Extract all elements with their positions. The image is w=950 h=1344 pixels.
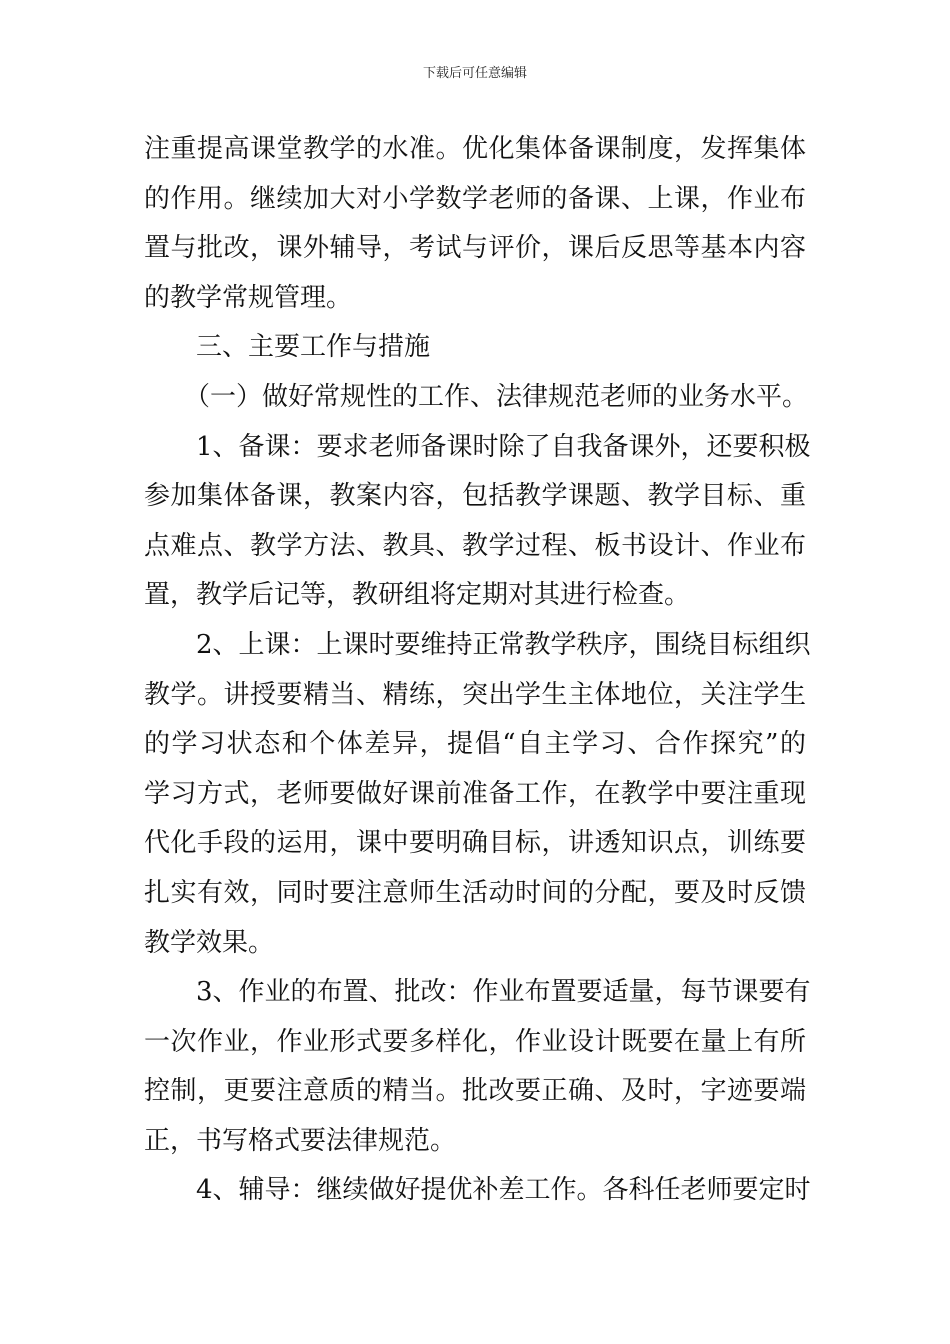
document-body: [144, 125, 811, 1216]
text-line: 正，书写格式要法律规范。: [144, 1125, 457, 1156]
text-line: 4、辅导：继续做好提优补差工作。各科任老师要定时: [196, 1175, 811, 1206]
section-heading: 三、主要工作与措施: [196, 332, 431, 363]
text-line: 置与批改，课外辅导，考试与评价，课后反思等基本内容: [144, 233, 806, 264]
text-line: 控制，更要注意质的精当。批改要正确、及时，字迹要端: [144, 1076, 806, 1107]
text-line: 2、上课：上课时要维持正常教学秩序，围绕目标组织: [196, 629, 811, 660]
page-header: 下载后可任意编辑: [422, 66, 527, 81]
text-line: 注重提高课堂教学的水准。优化集体备课制度，发挥集体: [144, 134, 806, 164]
text-line: 3、作业的布置、批改：作业布置要适量，每节课要有: [196, 977, 811, 1008]
text-line: 参加集体备课，教案内容，包括教学课题、教学目标、重: [144, 481, 806, 512]
text-line: 的教学常规管理。: [144, 282, 353, 313]
text-line: 一次作业，作业形式要多样化，作业设计既要在量上有所: [144, 1026, 806, 1057]
subsection-heading: （一）做好常规性的工作、法律规范老师的业务水平。: [184, 381, 809, 412]
text-line: 置，教学后记等，教研组将定期对其进行检查。: [144, 580, 691, 611]
text-line: 教学。讲授要精当、精练，突出学生主体地位，关注学生: [144, 679, 806, 710]
text-line: 学习方式，老师要做好课前准备工作，在教学中要注重现: [144, 778, 806, 809]
text-line: 点难点、教学方法、教具、教学过程、板书设计、作业布: [144, 530, 806, 561]
text-line: 代化手段的运用，课中要明确目标，讲透知识点，训练要: [144, 828, 806, 859]
text-line: 的作用。继续加大对小学数学老师的备课、上课，作业布: [144, 183, 806, 214]
text-line: 教学效果。: [144, 927, 275, 958]
text-line: 的学习状态和个体差异，提倡“自主学习、合作探究”的: [144, 729, 806, 760]
text-line: 扎实有效，同时要注意师生活动时间的分配，要及时反馈: [144, 877, 806, 908]
text-line: 1、备课：要求老师备课时除了自我备课外，还要积极: [196, 431, 811, 462]
